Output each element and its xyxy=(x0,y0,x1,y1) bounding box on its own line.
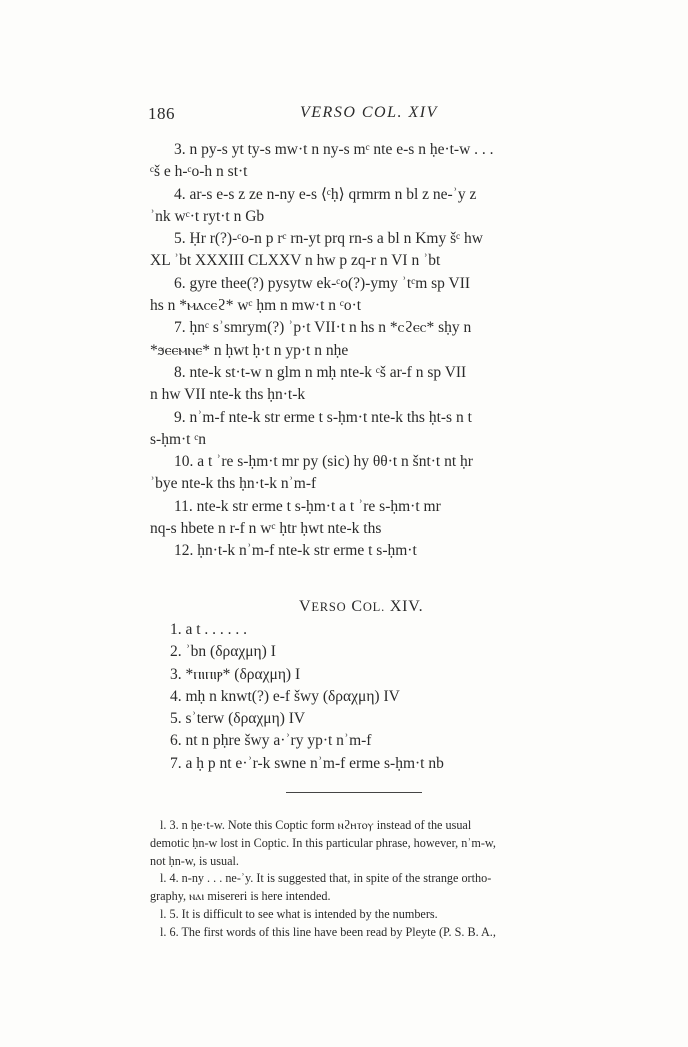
list-item: 3. *ⲡⲓⲡⲓⲣ* (δραχμη) I xyxy=(170,665,301,683)
section-title-numeral: XIV. xyxy=(389,598,424,615)
running-title: VERSO COL. XIV xyxy=(300,104,438,121)
text-line: 11. nte-k str erme t s-ḥm·t a t ʾre s-ḥm·t mr xyxy=(174,497,441,515)
list-item: 4. mḥ n knwt(?) e-f šwy (δραχμη) IV xyxy=(170,687,400,705)
text-line: n hw VII nte-k ths ḥn·t-k xyxy=(150,386,306,404)
footnote-line: l. 4. n-ny . . . ne-ʾy. It is suggested that, in spite of the strange ortho- xyxy=(160,871,492,886)
section-title-smallcaps: ERSO xyxy=(311,600,347,614)
list-item: 2. ʾbn (δραχμη) I xyxy=(170,643,276,661)
footnotes xyxy=(150,817,586,942)
text-line: ᶜš e h-ᶜo-h n st·t xyxy=(150,163,248,181)
text-line: 7. ḥnᶜ sʾsmrym(?) ʾp·t VII·t n hs n *ⲥϩⲉⲥ* sḥy n xyxy=(174,319,472,337)
footnote-line: l. 3. n ḥe·t-w. Note this Coptic form ⲛϩⲏⲧⲟⲩ instead of the usual xyxy=(160,818,472,832)
section-title xyxy=(299,598,423,616)
text-line: 10. a t ʾre s-ḥm·t mr py (sic) hy θθ·t n šnt·t nt ḥr xyxy=(174,453,473,471)
text-line: 5. Ḥr r(?)-ᶜo-n p rᶜ rn-yt prq rn-s a bl n Kmy šᶜ hw xyxy=(174,230,483,248)
section-title-initial: V xyxy=(299,598,312,615)
text-line: 9. nʾm-f nte-k str erme t s-ḥm·t nte-k ths ḥt-s n t xyxy=(174,408,472,426)
text-line: 3. n py-s yt ty-s mw·t n ny-s mᶜ nte e-s n ḥe·t-w . . . xyxy=(174,141,494,158)
text-line: ʾbye nte-k ths ḥn·t-k nʾm-f xyxy=(150,475,317,493)
text-line: s-ḥm·t ᶜn xyxy=(150,430,207,448)
footnote-line: l. 6. The first words of this line have been read by Pleyte (P. S. B. A., xyxy=(160,924,496,939)
section-title-smallcaps-2: OL. xyxy=(362,600,386,614)
section-title-initial-2: C xyxy=(351,598,363,615)
list-item: 5. sʾterw (δραχμη) IV xyxy=(170,710,306,728)
text-line: XL ʾbt XXXIII CLXXV n hw p zq-r n VI n ʾbt xyxy=(150,252,441,270)
footnote-line: not ḥn-w, is usual. xyxy=(150,853,239,868)
verso-list xyxy=(170,619,590,775)
footnote-line: l. 5. It is difficult to see what is intended by the numbers. xyxy=(160,906,438,921)
text-line: hs n *ⲙⲁⲥⲉϩ* wᶜ ḥm n mw·t n ᶜo·t xyxy=(150,297,362,315)
text-line: 12. ḥn·t-k nʾm-f nte-k str erme t s-ḥm·t xyxy=(174,542,417,560)
footnote-divider xyxy=(286,792,422,793)
transcription-text xyxy=(150,139,586,563)
text-line: *ϧⲉⲉⲙⲛⲉ* n ḥwt ḥ·t n yp·t n nḥe xyxy=(150,341,349,359)
text-line: 4. ar-s e-s z ze n-ny e-s ⟨ᶜḥ⟩ qrmrm n bl z ne-ʾy z xyxy=(174,185,477,203)
footnote-line: graphy, ⲛⲁⲓ misereri is here intended. xyxy=(150,889,331,904)
list-item: 6. nt n pḥre šwy a·ʾry yp·t nʾm-f xyxy=(170,732,372,750)
page-number: 186 xyxy=(148,104,175,123)
text-line: ʾnk wᶜ·t ryt·t n Gb xyxy=(150,207,265,225)
text-line: nq-s hbete n r-f n wᶜ ḥtr ḥwt nte-k ths xyxy=(150,520,382,538)
list-item: 1. a t . . . . . . xyxy=(170,621,248,638)
text-line: 6. gyre thee(?) pysytw ek-ᶜo(?)-ymy ʾtᶜm sp VII xyxy=(174,274,471,292)
list-item: 7. a ḥ p nt e·ʾr-k swne nʾm-f erme s-ḥm·t nb xyxy=(170,754,444,772)
footnote-line: demotic ḥn-w lost in Coptic. In this particular phrase, however, nʾm-w, xyxy=(150,835,496,850)
text-line: 8. nte-k st·t-w n glm n mḥ nte-k ᶜš ar-f n sp VII xyxy=(174,363,467,381)
